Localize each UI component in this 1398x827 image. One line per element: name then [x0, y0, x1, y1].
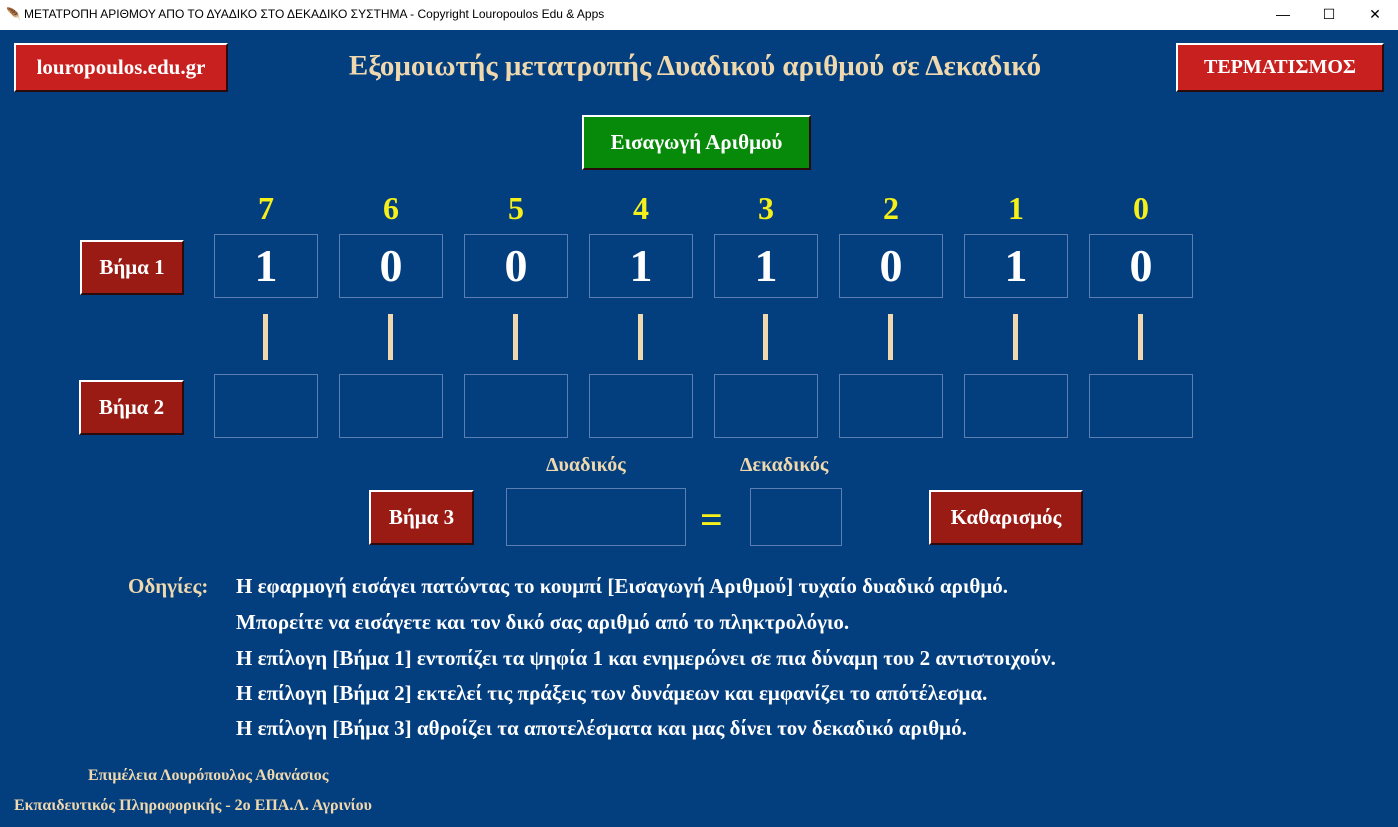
bit-position-label: 4 [633, 190, 649, 226]
instruction-line: Η επίλογη [Βήμα 1] εντοπίζει τα ψηφία 1 και ενημερώνει σε πια δύναμη του 2 αντιστοιχούν. [236, 646, 1056, 670]
instruction-line: Μπορείτε να εισάγετε και τον δικό σας αριθμό από το πληκτρολόγιο. [236, 610, 850, 634]
window-title: ΜΕΤΑΤΡΟΠΗ ΑΡΙΘΜΟΥ ΑΠΟ ΤΟ ΔΥΑΔΙΚΟ ΣΤΟ ΔΕΚΑΔΙΚΟ ΣΥΣΤΗΜΑ - Copyright Louropoulos Edu & Apps [24, 7, 605, 21]
bit-position-label: 1 [1008, 190, 1024, 226]
separator-bar [638, 314, 643, 360]
exit-button[interactable]: ΤΕΡΜΑΤΙΣΜΟΣ [1176, 43, 1384, 92]
separator-bar [1013, 314, 1018, 360]
step2-button[interactable]: Βήμα 2 [79, 380, 184, 435]
power-result-field[interactable] [964, 374, 1068, 438]
binary-result-field[interactable] [506, 488, 686, 546]
binary-label: Δυαδικός [546, 454, 626, 476]
decimal-label: Δεκαδικός [740, 454, 829, 476]
bit-input[interactable]: 0 [339, 234, 443, 298]
website-button[interactable]: louropoulos.edu.gr [14, 43, 228, 92]
bit-input[interactable]: 1 [589, 234, 693, 298]
instruction-line: Η επίλογη [Βήμα 2] εκτελεί τις πράξεις των δυνάμεων και εμφανίζει το απότέλεσμα. [236, 681, 988, 705]
instruction-line: Η επίλογη [Βήμα 3] αθροίζει τα αποτελέσματα και μας δίνει τον δεκαδικό αριθμό. [236, 716, 967, 740]
separator-bar [263, 314, 268, 360]
credit-author: Επιμέλεια Λουρόπουλος Αθανάσιος [88, 767, 329, 784]
step1-button[interactable]: Βήμα 1 [80, 240, 184, 295]
bit-position-label: 5 [508, 190, 524, 226]
app-canvas [0, 30, 1398, 827]
decimal-result-field[interactable] [750, 488, 842, 546]
input-number-button[interactable]: Εισαγωγή Αριθμού [582, 115, 811, 170]
window-titlebar [0, 0, 1398, 31]
power-result-field[interactable] [1089, 374, 1193, 438]
separator-bar [513, 314, 518, 360]
bit-position-label: 3 [758, 190, 774, 226]
bit-input[interactable]: 0 [1089, 234, 1193, 298]
power-result-field[interactable] [339, 374, 443, 438]
power-result-field[interactable] [714, 374, 818, 438]
instruction-line: Η εφαρμογή εισάγει πατώντας το κουμπί [Εισαγωγή Αριθμού] τυχαίο δυαδικό αριθμό. [236, 574, 1008, 598]
step3-button[interactable]: Βήμα 3 [369, 490, 474, 545]
close-button[interactable]: ✕ [1369, 6, 1381, 22]
page-title: Εξομοιωτής μετατροπής Δυαδικού αριθμού σε Δεκαδικό [348, 50, 1042, 82]
power-result-field[interactable] [589, 374, 693, 438]
bit-input[interactable]: 0 [839, 234, 943, 298]
power-result-field[interactable] [214, 374, 318, 438]
bit-position-label: 6 [383, 190, 399, 226]
equals-sign: = [700, 497, 723, 542]
bit-input[interactable]: 1 [964, 234, 1068, 298]
separator-bar [888, 314, 893, 360]
separator-bar [1138, 314, 1143, 360]
bit-input[interactable]: 1 [714, 234, 818, 298]
separator-bar [388, 314, 393, 360]
bit-position-label: 7 [258, 190, 274, 226]
bit-input[interactable]: 0 [464, 234, 568, 298]
maximize-button[interactable]: ☐ [1322, 6, 1336, 22]
power-result-field[interactable] [839, 374, 943, 438]
feather-icon: 🪶 [6, 7, 21, 21]
separator-bar [763, 314, 768, 360]
power-result-field[interactable] [464, 374, 568, 438]
bit-position-label: 2 [883, 190, 899, 226]
credit-school: Εκπαιδευτικός Πληροφορικής - 2ο ΕΠΑ.Λ. Αγρινίου [14, 797, 372, 814]
clear-button[interactable]: Καθαρισμός [929, 490, 1083, 545]
bit-input[interactable]: 1 [214, 234, 318, 298]
minimize-button[interactable]: — [1276, 6, 1290, 22]
bit-position-label: 0 [1133, 190, 1149, 226]
instructions-label: Οδηγίες: [128, 574, 209, 598]
